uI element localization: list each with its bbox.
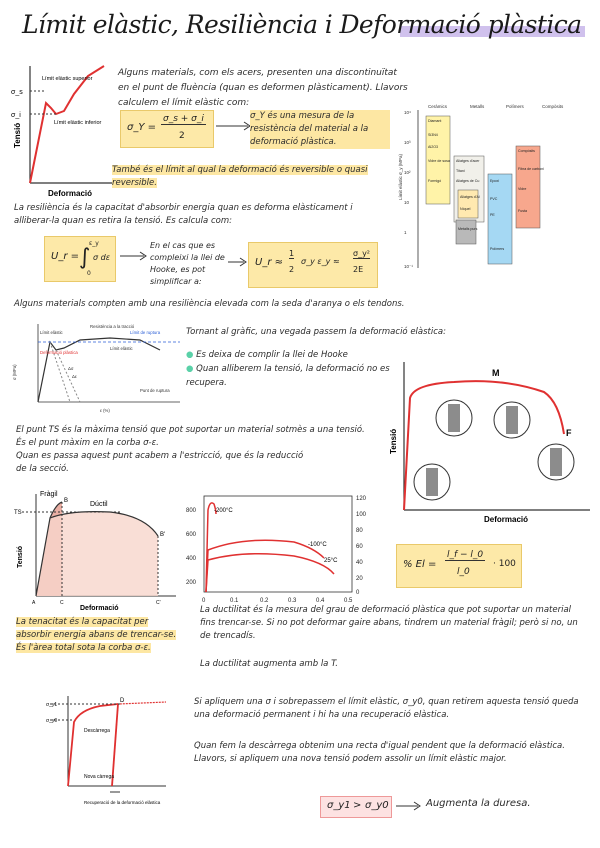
sigma-y1-label: σ_y1 [46,702,58,708]
label-pe: PE [490,213,495,217]
ts-label: TS [14,510,22,516]
integral-upper: ε_y [89,240,99,247]
label-nickel: Níquel [460,207,471,211]
simple-lhs: U_r ≈ [255,257,283,268]
necking-text: Quan es passa aquest punt acabem a l'estricció, que és la reducció de la secció. [16,451,304,474]
simple-den1: 2 [289,265,295,274]
page-title: Límit elàstic, Resiliència i Deformació plàstica [22,10,582,39]
work-hardening-chart [40,692,170,822]
elongation-num: l_f − l_0 [447,550,484,560]
y-label: Tensió [389,428,398,454]
resilience-simple-box [248,242,378,288]
c-label: C [60,600,64,606]
d-label: D [120,698,125,704]
label-delta-sigma: Δσ [68,366,74,371]
sigma-i-label: σ_i [11,112,21,119]
high-resilience-text: Alguns materials compten amb una resiliència elevada com la seda d'aranya o els tendons. [14,299,405,309]
m-label: M [492,368,500,378]
x-axis-label: Deformació [48,189,93,198]
integral-sign: ∫ [79,245,91,270]
hardening-op: > [353,800,362,811]
intro-text: Alguns materials, com els acers, presenten una discontinuïtat en el punt de fluència (quan es deformen plàsticament). Llavors calculem el límit elàstic com: [118,68,408,108]
integral-lower: 0 [87,270,91,277]
right-tick-60: 60 [356,544,363,550]
tenacity-text: La tenacitat és la capacitat per absorbir energia abans de trencar-se. És l'àrea total sota la corba σ-ε. [16,617,177,653]
ductil-label: Dúctil [90,501,108,508]
mean-note: σ_Y és una mesura de la resistència del material a la deformació plàstica. [250,110,390,149]
label-concrete: Formigó [428,179,442,183]
mean-denominator: 2 [179,131,185,141]
left-tick-200: 200 [186,580,197,586]
bullet-list [186,348,396,390]
right-tick-20: 20 [356,576,363,582]
hardening-result: Augmenta la duresa. [426,798,531,809]
right-tick-40: 40 [356,560,363,566]
a-label: A [32,600,36,606]
simple-num1: 1 [289,249,295,258]
label-tensile: Resistència a la tracció [90,324,135,329]
label-aluminium: Aliatges d'Al [460,195,480,199]
label-rupture-point: Punt de ruptura [140,388,170,393]
arrow-icon [226,256,250,268]
mean-formula-box [120,110,214,148]
label-plastic: Deformació plàstica [40,350,78,355]
mean-lhs: σ_Y = [127,122,157,133]
label-al2o3: Al2O3 [428,145,438,149]
left-tick-400: 400 [186,556,197,562]
col-composites: Compòsits [542,104,564,109]
sigma-s-label: σ_s [11,89,23,96]
tick-4: 1 [404,230,407,235]
label-rupture-limit: Límit de ruptura [130,330,161,335]
label-elastic: Límit elàstic [40,330,63,335]
ductility-text: La ductilitat és la mesura del grau de deformació plàstica que pot suportar un material fins trencar-se. Si no pot deformar gaire abans, tindrem un material fràgil; però si no, un de trencadís. [200,605,578,641]
ductile-area [36,512,158,596]
tick-2: 10² [404,170,411,175]
ductile-fragile-chart [10,488,180,612]
simple-num2: σ_y² [353,249,371,258]
y-label: Tensió [17,545,24,568]
bullet-text: Es deixa de complir la llei de Hooke [196,350,348,360]
hardening-lhs: σ_y1 [327,800,351,811]
x-tick-0.5: 0.5 [344,598,353,604]
elongation-rhs: · 100 [493,559,516,569]
label-composites: Compòsits [518,149,535,153]
mean-numerator: σ_s + σ_i [163,114,204,124]
resilience-integral-box [44,236,116,282]
hardening-text-1: Si apliquem una σ i sobrepassem el límit elàstic, σ_y0, quan retirem aquesta tensió queda una deformació permanent i hi ha una recuperació elàstica. [194,697,579,720]
hooke-note: En el cas que es compleixi la llei de Hooke, es pot simplificar a: [150,241,225,286]
arrow-icon [394,800,424,812]
elongation-lhs: % El = [403,559,437,570]
label-25: 25°C [324,558,338,564]
elastic-limit-text: També és el límit al qual la deformació és reversible o quasi reversible. [112,165,368,188]
tick-1: 10³ [404,140,411,145]
label-si3n4: Si3N4 [428,133,438,137]
right-tick-80: 80 [356,528,363,534]
right-tick-100: 100 [356,512,367,518]
bullet-dot-icon: ● [186,350,194,360]
label-carbon: Fibra de carboni [518,167,544,171]
col-polymers: Polímers [506,104,524,109]
yield-point-chart [8,58,116,198]
x-tick-0.3: 0.3 [288,598,297,604]
hardening-rhs: σ_y0 [365,800,389,811]
c2-label: C' [156,600,161,606]
left-tick-800: 800 [186,508,197,514]
y-axis-label: Tensió [13,122,22,148]
recovery-label: Recuperació de la deformació elàstica [84,800,161,805]
lower-yield-label: Límit elàstic inferior [54,120,102,126]
label-epoxy: Epoxi [490,179,499,183]
reload-curve [112,702,166,786]
y-label: σ (MPa) [12,364,17,380]
integral-integrand: σ dε [93,253,111,262]
upper-yield-label: Límit elàstic superior [42,76,93,82]
label-minus-200: -200°C [214,508,233,514]
right-tick-120: 120 [356,496,367,502]
y-label: Límit elàstic σ_y (MPa) [398,153,403,200]
temperature-stress-chart [184,490,378,614]
x-label: ε (%) [100,408,110,413]
x-label: Deformació [80,605,119,612]
simple-mid: σ_y ε_y ≈ [301,257,340,266]
x-tick-0.2: 0.2 [260,598,269,604]
label-titanium: Titani [456,169,465,173]
label-elastic-2: Límit elàstic [110,346,133,351]
label-diamant: Diamant [428,119,442,123]
tick-0: 10⁴ [404,110,411,115]
right-tick-0: 0 [356,590,360,596]
arrow-icon [214,120,254,132]
bullet-item [186,362,396,390]
resilience-text: La resiliència és la capacitat d'absorbir energia quan es deforma elàsticament i alliberar-la quan es retira la tensió. Es calcula com: [14,203,353,226]
left-tick-600: 600 [186,532,197,538]
materials-yield-chart [396,100,594,278]
tick-3: 10 [404,200,410,205]
label-pvc: PVC [490,197,498,201]
label-steel: Aliatges d'acer [456,159,480,163]
label-delta-eps: Δε [72,374,77,379]
ts-text: El punt TS és la màxima tensió que pot suportar un material sotmès a una tensió. És el punt màxim en la corba σ-ε. [16,425,365,448]
reload-label: Nova càrrega [84,774,115,780]
bullet-item [186,348,396,362]
b-label: B [64,498,69,504]
elongation-formula-box [396,544,522,588]
x-tick-0.1: 0.1 [230,598,239,604]
elongation-den: l_0 [457,567,470,577]
x-tick-0: 0 [202,598,206,604]
ts-note-1: Tornant al gràfic, una vegada passem la deformació elàstica: [186,327,447,337]
ductility-temp-text: La ductilitat augmenta amb la T. [200,659,338,669]
label-wood: Fusta [518,209,527,213]
col-metals: Metalls [470,104,485,109]
f-label: F [566,428,572,438]
bullet-text: Quan alliberem la tensió, la deformació no es recupera. [186,364,390,388]
integral-lhs: U_r = [51,251,79,262]
label-pure-metals: Metalls purs [458,227,478,231]
unload-label: Descàrrega [84,728,110,734]
necking-curve-chart [384,358,594,524]
tick-5: 10⁻¹ [404,264,413,269]
hardening-text-2: Quan fem la descàrrega obtenim una recta d'igual pendent que la deformació elàstica. Llavors, si apliquem una nova tensió podem assolir un límit elàstic major. [194,741,565,764]
bullet-dot-icon: ● [186,364,194,374]
label-polymers: Polímers [490,247,505,251]
col-ceramics: Ceràmics [428,104,448,109]
fragil-label: Fràgil [40,491,58,498]
label-minus-100: -100°C [308,542,327,548]
x-tick-0.4: 0.4 [316,598,325,604]
sigma-y0-label: σ_y0 [46,718,58,724]
label-glass-fiber: Vidre [518,187,527,191]
simple-den2: 2E [353,265,364,274]
x-label: Deformació [484,515,529,524]
bar-metals-pure [456,220,476,244]
arrow-icon [118,250,150,262]
steel-stress-strain-chart [10,320,182,416]
hardening-formula-box [320,796,392,818]
label-glass: Vidre de sosa [428,159,450,163]
b2-label: B' [160,532,166,538]
label-copper: Aliatges de Cu [456,179,480,183]
